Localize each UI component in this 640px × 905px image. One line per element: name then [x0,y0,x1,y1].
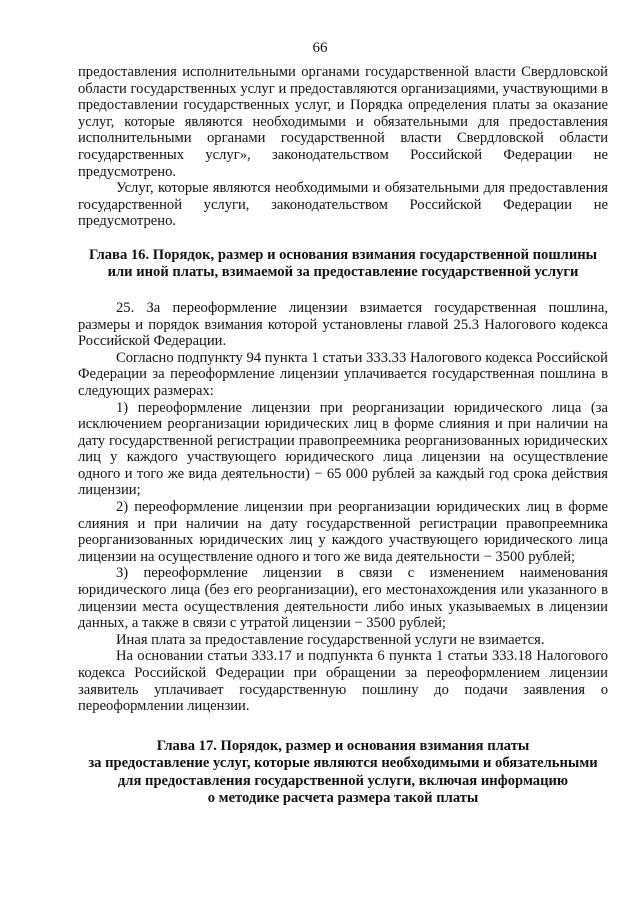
chapter-17-heading [78,738,608,808]
paragraph-continuation: предоставления исполнительными органами государственной власти Свердловской области государственных услуг и предоставляются организациями, участвующими в предоставлении государственных услуг, и Порядка определения платы за оказание услуг, которые являются необходимыми и обязательными для предоставления исполнительными органами государственной власти Свердловской области государственных услуг», законодательством Российской Федерации не предусмотрено. [78,64,608,180]
chapter-17-heading-line-2: за предоставление услуг, которые являются необходимыми и обязательными [88,755,598,772]
paragraph-tax-code-reference: Согласно подпункту 94 пункта 1 статьи 333.33 Налогового кодекса Российской Федерации за переоформление лицензии уплачивается государственная пошлина в следующих размерах: [78,349,608,399]
chapter-16-heading [78,247,608,282]
list-item-1: 1) переоформление лицензии при реорганизации юридического лица (за исключением реорганизации юридических лиц в форме слияния и при наличии на дату государственной регистрации правопреемника реорганизованных юридических лиц у каждого участвующего юридического лица лицензии на осуществление одного и того же вида деятельности) − 65 000 рублей за каждый год срока действия лицензии; [78,399,608,499]
paragraph-payment-basis: На основании статьи 333.17 и подпункта 6 пункта 1 статьи 333.18 Налогового кодекса Российской Федерации при обращении за переоформлением лицензии заявитель уплачивает государственную пошлину до подачи заявления о переоформлении лицензии. [78,648,608,715]
paragraph-services-not-required: Услуг, которые являются необходимыми и обязательными для предоставления государственной услуги, законодательством Российской Федерации не предусмотрено. [78,180,608,230]
list-item-2: 2) переоформление лицензии при реорганизации юридических лиц в форме слияния и при наличии на дату государственной регистрации правопреемника реорганизованных юридических лиц у каждого участвующего юридического лица лицензии на осуществление одного и того же вида деятельности − 3500 рублей; [78,499,608,565]
chapter-17-heading-line-3: для предоставления государственной услуги, включая информацию [117,772,569,789]
page-number: 66 [312,40,328,56]
chapter-16-heading-line-2: или иной платы, взимаемой за предоставление государственной услуги [107,264,579,281]
list-item-3: 3) переоформление лицензии в связи с изменением наименования юридического лица (без его реорганизации), его местонахождения или указанного в лицензии места осуществления деятельности либо иных указываемых в лицензии данных, а также в связи с утратой лицензии − 3500 рублей; [78,565,608,632]
paragraph-25: 25. За переоформление лицензии взимается государственная пошлина, размеры и порядок взимания которой установлены главой 25.3 Налогового кодекса Российской Федерации. [78,299,608,350]
document-body [78,64,608,808]
paragraph-no-other-fee: Иная плата за предоставление государственной услуги не взимается. [116,631,545,648]
chapter-17-heading-line-1: Глава 17. Порядок, размер и основания взимания платы [156,737,530,754]
chapter-17-heading-line-4: о методике расчета размера такой платы [207,790,479,807]
chapter-16-heading-line-1: Глава 16. Порядок, размер и основания взимания государственной пошлины [88,246,598,263]
